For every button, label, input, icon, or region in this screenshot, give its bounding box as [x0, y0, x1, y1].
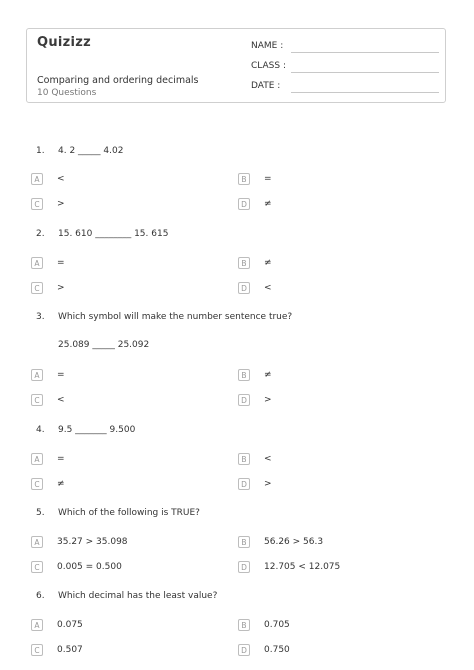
class-label: CLASS : — [251, 61, 286, 71]
name-label: NAME : — [251, 41, 284, 51]
option-text: > — [264, 395, 272, 405]
option-letter: C — [31, 282, 43, 294]
option-text: > — [57, 199, 65, 209]
option-letter: C — [31, 394, 43, 406]
option-text: ≠ — [264, 199, 272, 209]
option-text: < — [57, 395, 65, 405]
option-letter: D — [238, 644, 250, 656]
question-text: Which symbol will make the number sentence true? — [58, 312, 293, 322]
question-number: 1. — [36, 146, 45, 156]
question-text: 9.5 _______ 9.500 — [58, 425, 136, 435]
option-text: 12.705 < 12.075 — [264, 562, 341, 572]
option-letter: A — [31, 536, 43, 548]
option-letter: D — [238, 198, 250, 210]
quizizz-logo: Quizizz — [37, 35, 92, 50]
date-label: DATE : — [251, 81, 281, 91]
option-text: < — [264, 283, 272, 293]
option-letter: A — [31, 453, 43, 465]
option-letter: C — [31, 478, 43, 490]
option-text: ≠ — [264, 370, 272, 380]
question-number: 3. — [36, 312, 45, 322]
option-text: 35.27 > 35.098 — [57, 537, 128, 547]
option-letter: B — [238, 257, 250, 269]
option-letter: D — [238, 282, 250, 294]
worksheet-header — [26, 28, 446, 103]
option-text: = — [57, 454, 65, 464]
option-letter: A — [31, 619, 43, 631]
option-text: 0.075 — [57, 620, 83, 630]
question-number: 5. — [36, 508, 45, 518]
class-field[interactable] — [251, 61, 439, 75]
option-text: 0.750 — [264, 645, 290, 655]
option-letter: D — [238, 394, 250, 406]
option-letter: A — [31, 173, 43, 185]
option-letter: B — [238, 619, 250, 631]
option-letter: B — [238, 536, 250, 548]
question-text: Which decimal has the least value? — [58, 591, 218, 601]
option-letter: B — [238, 453, 250, 465]
option-letter: A — [31, 257, 43, 269]
option-letter: B — [238, 173, 250, 185]
option-text: = — [264, 174, 272, 184]
option-letter: C — [31, 644, 43, 656]
question-text: 15. 610 ________ 15. 615 — [58, 229, 169, 239]
question-count: 10 Questions — [37, 88, 97, 98]
option-text: < — [264, 454, 272, 464]
option-letter: C — [31, 198, 43, 210]
option-letter: A — [31, 369, 43, 381]
class-line — [291, 72, 439, 73]
question-text: 4. 2 _____ 4.02 — [58, 146, 124, 156]
worksheet-title: Comparing and ordering decimals — [37, 75, 199, 86]
option-text: 0.005 = 0.500 — [57, 562, 122, 572]
option-text: = — [57, 370, 65, 380]
option-letter: D — [238, 478, 250, 490]
number-sentence: 25.089 _____ 25.092 — [58, 340, 150, 350]
option-text: 56.26 > 56.3 — [264, 537, 324, 547]
question-text: Which of the following is TRUE? — [58, 508, 200, 518]
option-text: 0.507 — [57, 645, 83, 655]
question-number: 2. — [36, 229, 45, 239]
date-field[interactable] — [251, 81, 439, 95]
date-line — [291, 92, 439, 93]
option-text: > — [264, 479, 272, 489]
option-text: < — [57, 174, 65, 184]
question-number: 4. — [36, 425, 45, 435]
option-text: > — [57, 283, 65, 293]
option-text: ≠ — [57, 479, 65, 489]
question-number: 6. — [36, 591, 45, 601]
name-line — [291, 52, 439, 53]
option-letter: D — [238, 561, 250, 573]
name-field[interactable] — [251, 41, 439, 55]
option-text: 0.705 — [264, 620, 290, 630]
option-letter: B — [238, 369, 250, 381]
option-letter: C — [31, 561, 43, 573]
option-text: ≠ — [264, 258, 272, 268]
option-text: = — [57, 258, 65, 268]
